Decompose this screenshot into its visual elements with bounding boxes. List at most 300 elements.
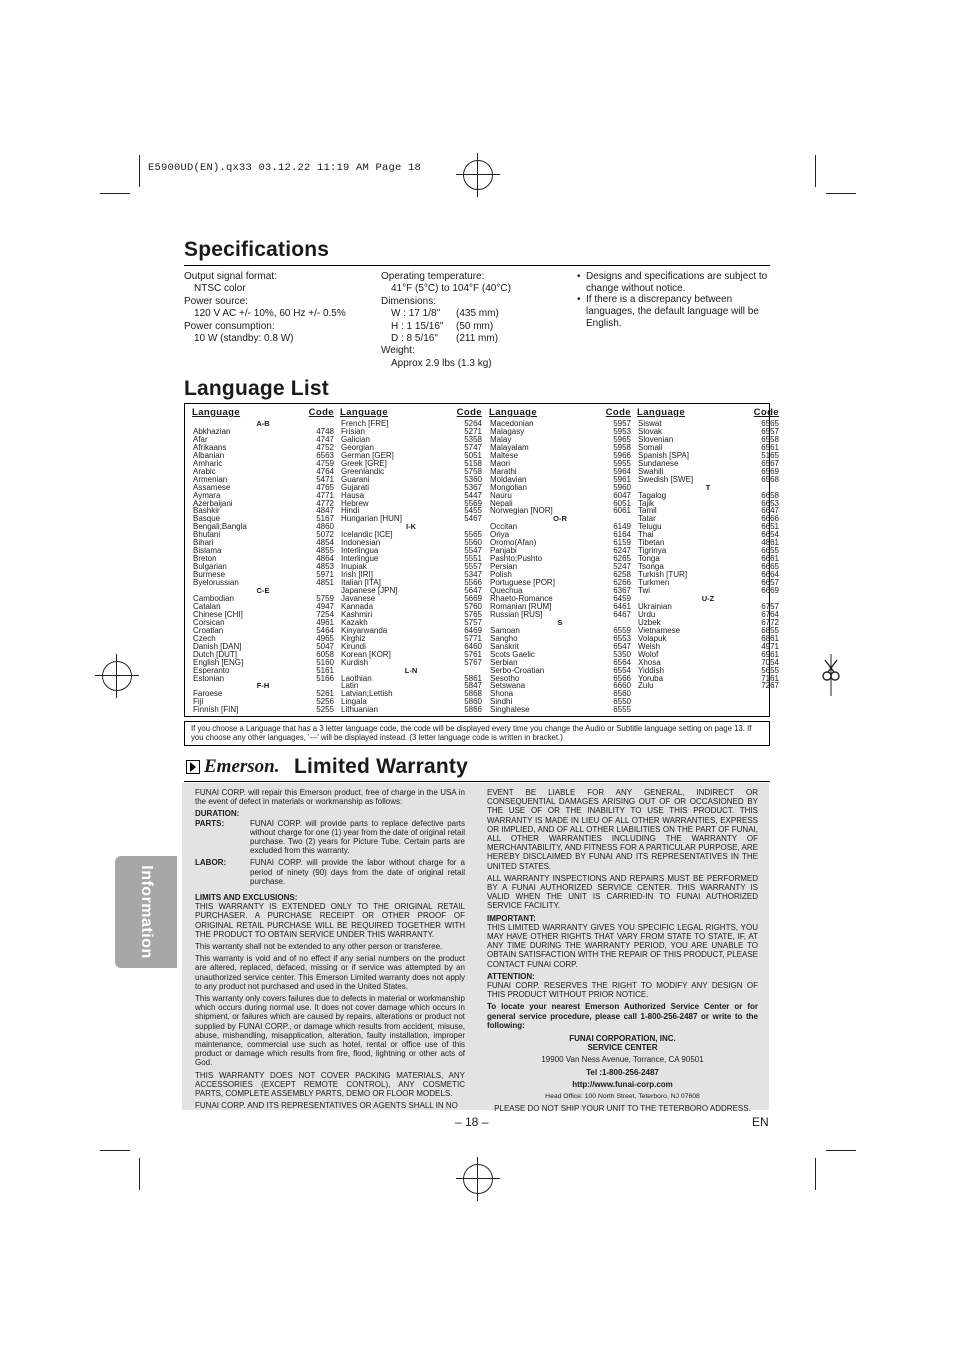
warranty-paragraph: EVENT BE LIABLE FOR ANY GENERAL, INDIRECT OR CONSEQUENTIAL DAMAGES ARISING OUT OF OR OCCASIONED BY THE USE OF OR THE INABILITY TO USE THIS PRODUCT. THIS WARRANTY IS MADE IN LIEU OF ALL OTHER WARRANTIES, EXPRESS OR IMPLIED, AND OF ALL OTHER LIABILITIES ON THE PART OF FUNAI, ALL OTHER WARRANTIES INCLUDING THE WARRANTY OF MERCHANTABILITY, AND FITNESS FOR A PARTICULAR PURPOSE, ARE HEREBY DISCLAIMED BY FUNAI AND ITS REPRESENTATIVES IN THE UNITED STATES. [487,788,758,871]
language-name: Thai [638,530,654,540]
language-code: 6764 [761,609,779,619]
language-name: Bihari [193,538,214,548]
language-name: Kazakh [341,617,368,627]
language-code: 5964 [613,466,631,476]
language-name: Turkish [TUR] [638,570,688,580]
language-code: 5166 [316,673,334,683]
language-name: Malayalam [490,442,529,452]
language-code: 6661 [761,554,779,564]
language-name: Tsonga [638,562,664,572]
language-name: Latvian;Lettish [341,689,393,699]
spec-note: • Designs and specifications are subject to change without notice. [577,271,770,294]
language-name: Bashkir [193,506,220,516]
language-code: 6561 [761,442,779,452]
language-code: 6664 [761,570,779,580]
language-code: 4971 [761,641,779,651]
specs-column-1 [184,271,346,345]
language-name: Arabic [193,466,216,476]
language-note: If you choose a Language that has a 3 letter language code, the code will be displayed every time you change the Audio or Subtitle language setting on page 13. If you choose any other languages, '---' will be displayed instead. (3 letter language code is written in bracket.) [184,721,770,746]
language-code: 6266 [613,578,631,588]
language-name: Hebrew [341,498,369,508]
language-name: Afar [193,434,208,444]
specs-column-2 [381,271,511,370]
language-name: Georgian [341,442,374,452]
language-code: 5047 [316,641,334,651]
language-code: 5271 [464,426,482,436]
language-name: Finnish [FIN] [193,705,239,715]
language-code: 5350 [613,649,631,659]
language-name: Lithuanian [341,705,378,715]
language-name: Estonian [193,673,225,683]
language-code: 4851 [316,578,334,588]
language-code: 5669 [464,593,482,603]
language-code: 5264 [464,419,482,428]
language-name: Urdu [638,609,656,619]
language-name: Twi [638,586,650,596]
language-name: Latin [341,681,359,691]
spec-label: Power consumption: [184,320,275,332]
language-code: 6061 [613,506,631,516]
language-row [192,428,334,436]
spec-label: Dimensions: [381,295,437,307]
language-name: Serbian [490,657,518,667]
language-code: 5160 [316,657,334,667]
language-code: 5759 [316,593,334,603]
language-code: 6569 [761,466,779,476]
language-code: 6164 [613,530,631,540]
language-code: 5958 [613,442,631,452]
language-code: 6653 [761,498,779,508]
limits-heading: LIMITS AND EXCLUSIONS: [195,893,298,903]
language-row [340,675,482,683]
page-number: – 18 – [455,1115,489,1129]
language-code: 6665 [761,562,779,572]
language-name: Pashto;Pushto [490,554,543,564]
language-code: 6655 [761,546,779,556]
language-name: Armenian [193,474,228,484]
language-code: 7267 [761,681,779,691]
language-code: 6461 [613,601,631,611]
language-name: Catalan [193,601,221,611]
language-code: 6654 [761,530,779,540]
language-name: Javanese [341,593,376,603]
language-name: Galician [341,434,370,444]
language-name: Aymara [193,490,221,500]
dimension-row: H : 1 15/16" (50 mm) [391,320,494,332]
parts-row: PARTS: FUNAI CORP. will provide parts to replace defective parts without charge for one (1) year from the date of original retail purchase. Two (2) years for Picture Tube. Certain parts are excluded from this warranty. [195,818,465,856]
language-name: Uzbek [638,617,661,627]
language-code: 5367 [464,482,482,492]
language-name: Vietnamese [638,625,681,635]
language-group-letter: S [557,617,563,627]
language-name: Spanish [SPA] [638,450,689,460]
language-name: Italian [ITA] [341,578,381,588]
emerson-brand: Emerson. [204,756,280,777]
language-column-header [489,406,631,419]
language-name: Chinese [CHI] [193,609,243,619]
language-code: 5771 [464,633,482,643]
language-name: Welsh [638,641,661,651]
language-name: English [ENG] [193,657,244,667]
warranty-intro: FUNAI CORP. will repair this Emerson product, free of charge in the USA in the event of defect in materials or workmanship as follows: [195,788,465,807]
language-code: 6657 [761,578,779,588]
language-code: 5860 [464,697,482,707]
language-code: 6469 [464,625,482,635]
language-code: 6247 [613,546,631,556]
language-name: Somali [638,442,663,452]
language-code: 6568 [761,474,779,484]
language-name: Bislama [193,546,222,556]
language-code: 6558 [761,434,779,444]
language-name: Swedish [SWE] [638,474,694,484]
language-name: Bhutani [193,530,221,540]
warranty-paragraph: THIS LIMITED WARRANTY GIVES YOU SPECIFIC LEGAL RIGHTS, YOU MAY HAVE OTHER RIGHTS THAT VARY FROM STATE TO STATE, IF, AT ANY TIME DURING THE WARRANTY PERIOD, YOU ARE UNABLE TO OBTAIN SATISFACTION WITH THE REPAIR OF THIS PRODUCT, PLEASE CONTACT FUNAI CORP. [487,922,758,969]
language-name: Nepali [490,498,513,508]
language-row [637,579,779,587]
language-code: 5557 [464,562,482,572]
locate-service-text: To locate your nearest Emerson Authorized Service Center or for general service procedure, please call 1-800-256-2487 or write to the following: [487,1002,758,1030]
language-code: 5971 [316,570,334,580]
language-name: Shona [490,689,514,699]
language-name: Setswana [490,681,526,691]
language-code: 4748 [316,426,334,436]
language-code: 6567 [761,458,779,468]
language-code: 5960 [613,482,631,492]
language-name: Slovenian [638,434,674,444]
language-name: Tonga [638,554,660,564]
language-code: 4860 [316,522,334,532]
language-name: Sindhi [490,697,513,707]
language-row [489,452,631,460]
header-code: Code [308,407,334,418]
language-column-header [637,406,779,419]
language-name: Inupiak [341,562,367,572]
crop-mark [100,1150,130,1151]
crop-mark [139,1158,140,1190]
service-center: SERVICE CENTER [587,1043,658,1053]
language-name: Slovak [638,426,663,436]
language-code: 6258 [613,570,631,580]
language-name: Macedonian [490,419,534,428]
language-code: 6555 [613,705,631,715]
language-name: Icelandic [ICE] [341,530,393,540]
language-name: French [FRE] [341,419,389,428]
language-indicator: EN [752,1115,769,1129]
language-code: 4764 [316,466,334,476]
spec-label: Weight: [381,345,415,357]
dimension-row: D : 8 5/16" (211 mm) [391,333,499,345]
language-code: 5165 [761,450,779,460]
language-code: 5247 [613,562,631,572]
language-code: 5757 [464,617,482,627]
language-code: 5547 [464,546,482,556]
language-row [192,531,334,539]
language-code: 5953 [613,426,631,436]
corp-name: FUNAI CORPORATION, INC. [569,1034,676,1044]
language-group-letter: L-N [404,665,418,675]
language-name: Maori [490,458,511,468]
language-code: 4752 [316,442,334,452]
language-code: 6553 [613,633,631,643]
language-name: Greenlandic [341,466,385,476]
language-name: Maltese [490,450,519,460]
spec-value: NTSC color [194,283,246,295]
language-code: 5551 [464,554,482,564]
side-tab-label: Information [138,865,155,959]
language-code: 5961 [613,474,631,484]
language-code: 6855 [761,625,779,635]
language-code: 5761 [464,649,482,659]
language-name: Quechua [490,586,523,596]
language-code: 5565 [464,530,482,540]
language-name: Guarani [341,474,370,484]
service-address: 19900 Van Ness Avenue, Torrance, CA 90501 [541,1055,704,1065]
language-name: Fiji [193,697,204,707]
language-name: Breton [193,554,217,564]
language-name: Lingala [341,697,367,707]
language-row [340,500,482,508]
language-code: 4864 [316,554,334,564]
language-name: Cambodian [193,593,234,603]
language-code: 6554 [613,665,631,675]
language-code: 4747 [316,434,334,444]
language-code: 5957 [613,419,631,428]
attention-heading: ATTENTION: [487,971,535,981]
language-code: 5868 [464,689,482,699]
language-list-title: Language List [184,377,329,400]
language-name: Mongolian [490,482,527,492]
language-group-letter: I-K [406,522,416,532]
language-row [192,690,334,698]
language-name: Afrikaans [193,442,227,452]
language-name: Romanian [RUM] [490,601,552,611]
language-name: Tibetan [638,538,665,548]
language-code: 5747 [464,442,482,452]
language-column [192,406,334,714]
language-code: 6666 [761,514,779,524]
head-office: Head Office: 100 North Street, Teterboro, NJ 07608 [545,1093,700,1101]
language-code: 6658 [761,490,779,500]
language-code: 4853 [316,562,334,572]
language-name: Polish [490,570,512,580]
language-name: Samoan [490,625,520,635]
language-group-letter: F-H [256,681,270,691]
print-file-header: E5900UD(EN).qx33 03.12.22 11:19 AM Page 18 [148,162,422,174]
duration-heading: DURATION: [195,809,240,819]
language-column-header [340,406,482,419]
warranty-paragraph: ALL WARRANTY INSPECTIONS AND REPAIRS MUST BE PERFORMED BY A FUNAI AUTHORIZED SERVICE CENTER. THIS WARRANTY IS VALID WHEN THE UNIT IS CARRIED-IN TO FUNAI AUTHORIZED SERVICE FACILITY. [487,873,758,911]
language-column [489,406,631,714]
language-name: Amharic [193,458,223,468]
language-name: Burmese [193,570,226,580]
language-code: 5158 [464,458,482,468]
language-name: Moldavian [490,474,527,484]
language-code: 6669 [761,586,779,596]
language-name: Czech [193,633,216,643]
language-code: 5360 [464,474,482,484]
spec-label: Output signal format: [184,271,277,282]
language-name: Laothian [341,673,372,683]
language-name: Tigrinya [638,546,667,556]
language-code: 4961 [316,617,334,627]
warranty-paragraph: This warranty is void and of no effect if any serial numbers on the product are altered, replaced, defaced, missing or if service was attempted by an unauthorized service center. This Emerson Limited warranty does not apply to any product not purchased and used in the United States. [195,954,465,991]
language-name: Faroese [193,689,223,699]
language-group-letter: T [705,482,711,492]
language-code: 6660 [613,681,631,691]
language-name: Frisian [341,426,366,436]
language-code: 6566 [613,673,631,683]
language-code: 5464 [316,625,334,635]
language-row [637,523,779,531]
language-name: Korean [KOR] [341,649,391,659]
language-name: Scots Gaelic [490,649,535,659]
limits-text: THIS WARRANTY IS EXTENDED ONLY TO THE ORIGINAL RETAIL PURCHASER. A PURCHASE RECEIPT OR OTHER PROOF OF ORIGINAL RETAIL PURCHASE WILL BE REQUIRED TOGETHER WITH THE PRODUCT TO OBTAIN SERVICE UNDER THIS WARRANTY. [195,902,465,939]
language-name: Japanese [JPN] [341,586,398,596]
language-row [637,507,779,515]
specs-notes [577,271,770,330]
language-name: Basque [193,514,221,524]
language-code: 7161 [761,673,779,683]
crop-mark [826,1150,856,1151]
language-name: Azerbaijani [193,498,233,508]
language-name: Yiddish [638,665,664,675]
language-code: 4759 [316,458,334,468]
section-divider [184,265,770,266]
language-name: Turkmen [638,578,670,588]
spec-note: • If there is a discrepancy between languages, the default language will be English. [577,294,770,329]
language-code: 6861 [761,633,779,643]
language-code: 5261 [316,689,334,699]
language-code: 6467 [613,609,631,619]
header-code: Code [605,407,631,418]
language-name: Sesotho [490,673,520,683]
language-code: 5758 [464,466,482,476]
language-code: 5161 [316,665,334,675]
language-name: Danish [DAN] [193,641,242,651]
language-code: 6047 [613,490,631,500]
language-name: Corsican [193,617,225,627]
language-name: Tatar [638,514,656,524]
language-name: Bengali;Bangla [193,522,247,532]
language-code: 6058 [316,649,334,659]
do-not-ship-notice: PLEASE DO NOT SHIP YOUR UNIT TO THE TETERBORO ADDRESS. [494,1104,751,1114]
language-code: 5467 [464,514,482,524]
language-name: Serbo-Croatian [490,665,545,675]
language-code: 6647 [761,506,779,516]
language-code: 6565 [761,419,779,428]
spec-label: Power source: [184,295,248,307]
labor-row: LABOR: FUNAI CORP. will provide the labor without charge for a period of ninety (90) days from the date of original retail purchase. [195,858,465,886]
language-name: Bulgarian [193,562,227,572]
warranty-paragraph: FUNAI CORP. RESERVES THE RIGHT TO MODIFY ANY DESIGN OF THIS PRODUCT WITHOUT PRIOR NOTICE. [487,981,758,1000]
language-name: Occitan [490,522,518,532]
language-name: Persian [490,562,518,572]
spec-value: 10 W (standby: 0.8 W) [194,333,294,345]
warranty-paragraph: FUNAI CORP. AND ITS REPRESENTATIVES OR AGENTS SHALL IN NO [195,1101,458,1111]
language-name: Hungarian [HUN] [341,514,402,524]
language-group-letter: U-Z [701,593,715,603]
language-code: 6563 [316,450,334,460]
language-code: 6550 [613,697,631,707]
language-name: Portuguese [POR] [490,578,555,588]
language-name: Gujarati [341,482,370,492]
language-name: Xhosa [638,657,661,667]
language-code: 6159 [613,538,631,548]
language-name: Zulu [638,681,654,691]
header-language: Language [489,407,538,418]
language-name: Indonesian [341,538,381,548]
language-code: 5847 [464,681,482,691]
language-name: Volapuk [638,633,667,643]
header-language: Language [192,407,241,418]
language-name: Malagasy [490,426,525,436]
warranty-left-column [195,788,465,1114]
service-phone: Tel :1-800-256-2487 [586,1067,659,1077]
language-code: 6961 [761,649,779,659]
language-group-letter: O-R [553,514,567,524]
important-heading: IMPORTANT: [487,913,536,923]
language-name: Kannada [341,601,374,611]
language-name: Byelorussian [193,578,239,588]
language-name: Albanian [193,450,225,460]
language-code: 6757 [761,601,779,611]
registration-mark [102,661,132,691]
language-name: Interlingua [341,546,379,556]
language-code: 7054 [761,657,779,667]
language-code: 6460 [464,641,482,651]
language-column [340,406,482,714]
language-code: 4965 [316,633,334,643]
language-code: 5255 [316,705,334,715]
language-name: Kashmiri [341,609,373,619]
language-name: Abkhazian [193,426,231,436]
language-name: Nauru [490,490,512,500]
language-name: Telugu [638,522,662,532]
language-name: Irish [IRI] [341,570,374,580]
service-url[interactable]: http://www.funai-corp.com [572,1079,673,1089]
language-code: 6149 [613,522,631,532]
language-code: 4847 [316,506,334,516]
language-name: Hindi [341,506,360,516]
language-name: Esperanto [193,665,230,675]
language-name: Tamil [638,506,657,516]
language-code: 5256 [316,697,334,707]
language-code: 5471 [316,474,334,484]
language-name: Kirundi [341,641,366,651]
header-code: Code [456,407,482,418]
language-code: 5955 [613,458,631,468]
language-code: 6051 [613,498,631,508]
language-row [489,706,631,714]
language-code: 5765 [464,609,482,619]
registration-mark [463,1164,493,1194]
warranty-paragraph: This warranty shall not be extended to any other person or transferee. [195,942,443,952]
language-code: 5767 [464,657,482,667]
language-name: Norwegian [NOR] [490,506,553,516]
language-code: 5966 [613,450,631,460]
language-name: Sanskrit [490,641,519,651]
language-row [637,500,779,508]
language-name: Yoruba [638,673,664,683]
language-name: Tagalog [638,490,667,500]
language-code: 4772 [316,498,334,508]
language-code: 5655 [761,665,779,675]
language-code: 4765 [316,482,334,492]
language-name: Swahili [638,466,664,476]
language-code: 5566 [464,578,482,588]
header-language: Language [340,407,389,418]
language-code: 6560 [613,689,631,699]
